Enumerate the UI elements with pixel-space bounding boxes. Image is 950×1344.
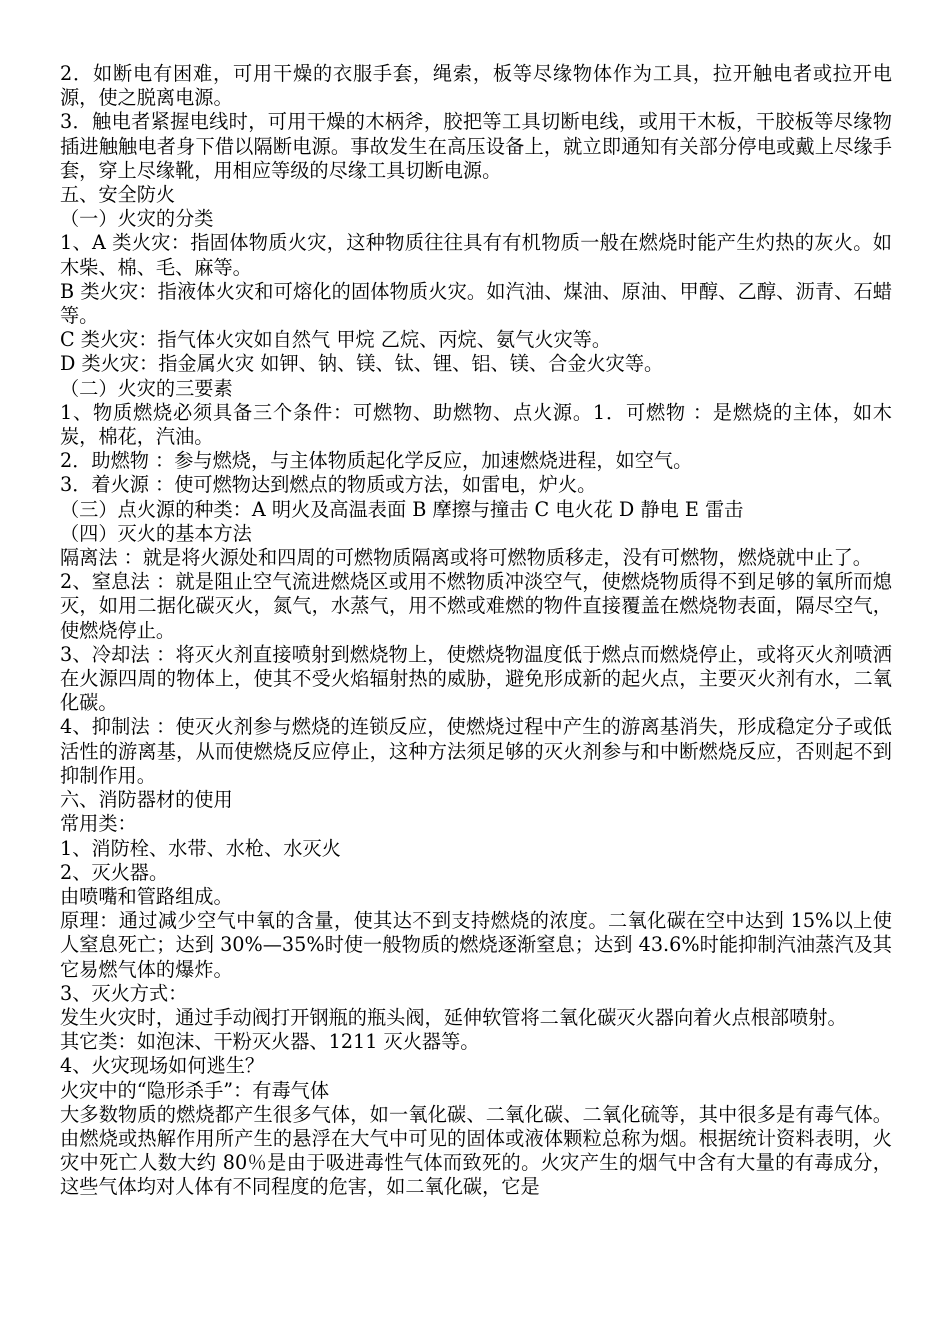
paragraph-11: 2．助燃物 ：参与燃烧，与主体物质起化学反应，加速燃烧进程，如空气。 (60, 449, 693, 473)
paragraph-28: 4、火灾现场如何逃生？ (60, 1054, 265, 1078)
paragraph-20: 常用类： (60, 812, 137, 836)
paragraph-22: 2、灭火器。 (60, 860, 169, 884)
paragraph-10: 1、物质燃烧必须具备三个条件：可燃物、助燃物、点火源。1．可燃物 ：是燃烧的主体，如木炭，棉花，汽油。 (60, 400, 892, 449)
paragraph-1: 2．如断电有困难，可用干燥的衣服手套，绳索，板等尽缘物体作为工具，拉开触电者或拉开电源，使之脱离电源。 (60, 62, 892, 110)
paragraph-15: 隔离法 ：就是将火源处和四周的可燃物质隔离或将可燃物质移走，没有可燃物，燃烧就中止了。 (60, 546, 872, 570)
paragraph-24: 原理：通过减少空气中氧的含量，使其达不到支持燃烧的浓度。二氧化碳在空中达到 15%以上使人窒息死亡；达到 30%—35%时使一般物质的燃烧逐渐窒息；达到 43.6%时能抑制汽油蒸汽及其它易燃气体的爆炸。 (60, 909, 892, 981)
paragraph-30: 大多数物质的燃烧都产生很多气体，如一氧化碳、二氧化碳、二氧化硫等，其中很多是有毒气体。由燃烧或热解作用所产生的悬浮在大气中可见的固体或液体颗粒总称为烟。根据统计资料表明，火灾中死亡人数大约 80％是由于吸进毒性气体而致死的。火灾产生的烟气中含有大量的有毒成分，这些气体均对人体有不同程度的危害，如二氧化碳，它是 (60, 1102, 892, 1199)
paragraph-5: 1、A 类火灾：指固体物质火灾，这种物质往往具有有机物质一般在燃烧时能产生灼热的灰火。如木柴、棉、毛、麻等。 (60, 231, 892, 279)
subsection-heading-2: （二）火灾的三要素 (60, 376, 233, 400)
paragraph-16: 2、窒息法 ：就是阻止空气流进燃烧区或用不燃物质冲淡空气，使燃烧物质得不到足够的氧所而熄灭，如用二据化碳灭火，氮气，水蒸气，用不燃或难燃的物件直接覆盖在燃烧物表面，隔尽空气，使燃烧停止。 (60, 570, 892, 642)
paragraph-21: 1、消防栓、水带、水枪、水灭火 (60, 836, 341, 860)
subsection-heading-3: （三）点火源的种类：A 明火及高温表面 B 摩擦与撞击 C 电火花 D 静电 E 雷击 (60, 497, 744, 521)
paragraph-26: 发生火灾时，通过手动阀打开钢瓶的瓶头阀，延伸软管将二氧化碳灭火器向着火点根部喷射。 (60, 1005, 847, 1029)
paragraph-17: 3、冷却法 ：将灭火剂直接喷射到燃烧物上，使燃烧物温度低于燃点而燃烧停止，或将灭火剂喷洒在火源四周的物体上，使其不受火焰辐射热的威胁，避免形成新的起火点，主要灭火剂有水，二氧化碳。 (60, 642, 892, 715)
section-heading-6: 六、消防器材的使用 (60, 788, 233, 812)
paragraph-2: 3．触电者紧握电线时，可用干燥的木柄斧，胶把等工具切断电线，或用干木板，干胶板等尽缘物插进触触电者身下借以隔断电源。事故发生在高压设备上，就立即通知有关部分停电或戴上尽缘手套，穿上尽缘靴，用相应等级的尽缘工具切断电源。 (60, 110, 892, 182)
paragraph-8: D 类火灾：指金属火灾 如钾、钠、镁、钛、锂、铝、镁、合金火灾等。 (60, 352, 664, 376)
paragraph-12: 3．着火源 ：使可燃物达到燃点的物质或方法，如雷电，炉火。 (60, 473, 597, 497)
paragraph-7: C 类火灾：指气体火灾如自然气 甲烷 乙烷、丙烷、氨气火灾等。 (60, 328, 612, 352)
paragraph-27: 其它类：如泡沫、干粉灭火器、1211 灭火器等。 (60, 1030, 480, 1054)
document-page (60, 62, 892, 1200)
paragraph-23: 由喷嘴和管路组成。 (60, 884, 233, 908)
paragraph-29: 火灾中的“隐形杀手”：有毒气体 (60, 1078, 330, 1102)
section-heading-5: 五、安全防火 (60, 183, 176, 207)
paragraph-25: 3、灭火方式： (60, 981, 188, 1005)
subsection-heading-1: （一）火灾的分类 (60, 207, 214, 231)
paragraph-18: 4、抑制法 ：使灭火剂参与燃烧的连锁反应，使燃烧过程中产生的游离基消失，形成稳定分子或低活性的游离基，从而使燃烧反应停止，这种方法须足够的灭火剂参与和中断燃烧反应，否则起不到抑制作用。 (60, 715, 892, 787)
paragraph-6: B 类火灾：指液体火灾和可熔化的固体物质火灾。如汽油、煤油、原油、甲醇、乙醇、沥青、石蜡等。 (60, 279, 892, 328)
subsection-heading-4: （四）灭火的基本方法 (60, 521, 252, 545)
